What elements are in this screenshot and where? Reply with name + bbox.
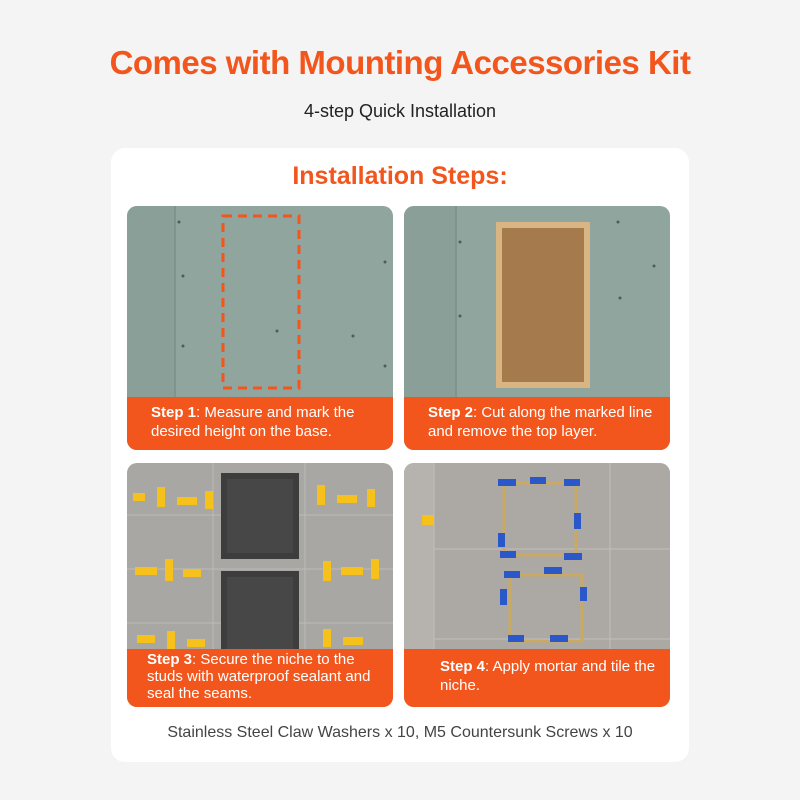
installation-steps-title: Installation Steps:: [292, 162, 508, 190]
step-2-caption: [404, 397, 670, 450]
step-1-text: : Measure and mark the desired height on the base.: [151, 404, 355, 440]
step-3-label: Step 3: [147, 651, 193, 668]
step-3-text: : Secure the niche to the studs with waterproof sealant and seal the seams.: [147, 651, 371, 702]
step-1-label: Step 1: [151, 404, 197, 421]
step-4-text: : Apply mortar and tile the niche.: [440, 658, 656, 694]
step-2-panel: [404, 206, 670, 450]
step-1-caption: [127, 397, 393, 450]
step-3-caption: [127, 649, 393, 707]
page-subtitle: 4-step Quick Installation: [303, 101, 497, 121]
step-4-label: Step 4: [440, 658, 486, 675]
step-3-panel: [127, 463, 393, 707]
step-4-caption: [404, 649, 670, 707]
kit-contents-text: Stainless Steel Claw Washers x 10, M5 Countersunk Screws x 10: [167, 724, 633, 741]
step-1-panel: [127, 206, 393, 450]
step-2-text: : Cut along the marked line and remove the top layer.: [428, 404, 653, 440]
page-title: Comes with Mounting Accessories Kit: [109, 44, 691, 81]
step-4-panel: [404, 463, 670, 707]
step-2-label: Step 2: [428, 404, 474, 421]
